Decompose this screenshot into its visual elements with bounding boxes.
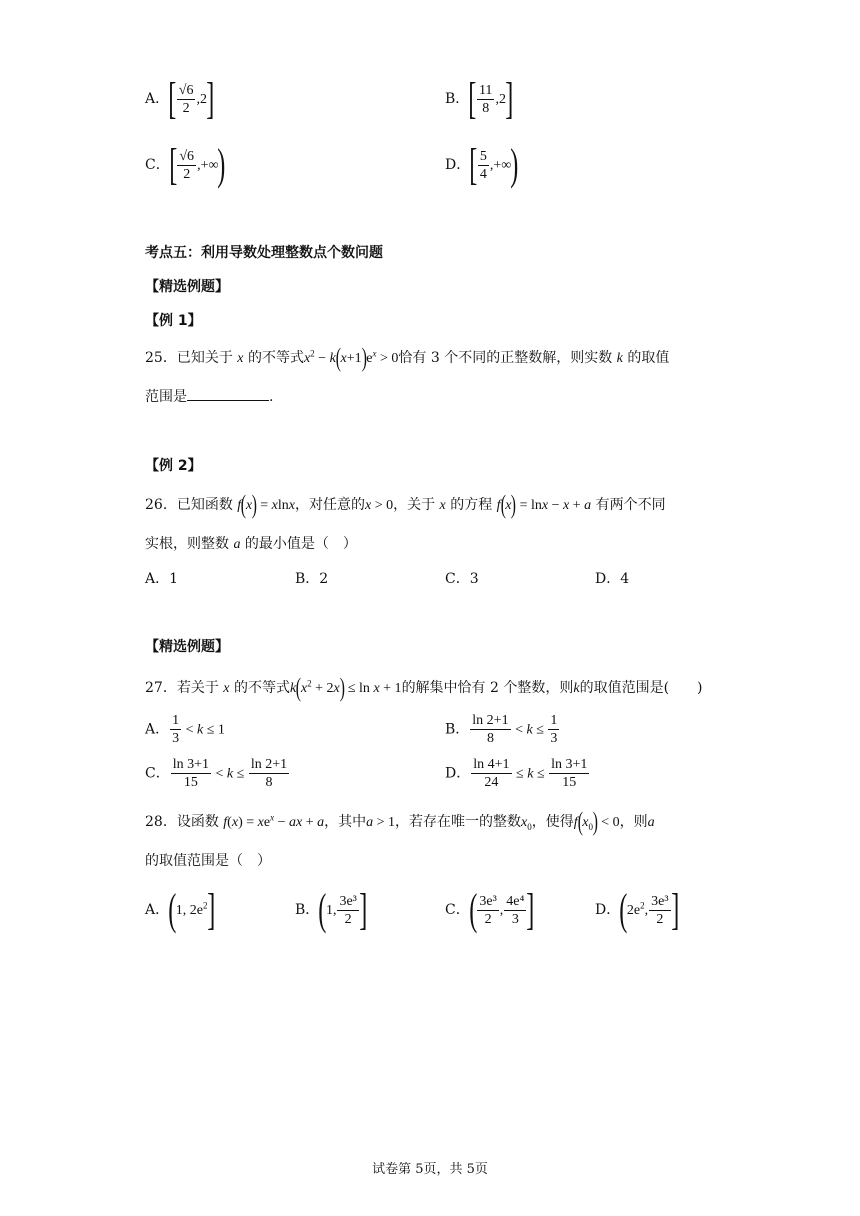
fraction: $\frac{√6}{2}$ <box>179 148 195 182</box>
q26-line-1: 26．已知函数 f(x) = xlnx，对任意的x > 0，关于 x 的方程 f(x) = lnx − x + a 有两个不同 <box>145 490 666 519</box>
fraction: $\frac{√6}{2}$ <box>178 82 194 116</box>
q24-option-c: C．[ $\frac{√6}{2}$ ,+∞) <box>145 140 226 189</box>
q27-option-a: A． $\frac{1}{3}$ < k ≤ 1 <box>145 713 225 746</box>
q28-option-b: B．(1, $\frac{\text{3e³}}{2}$ ] <box>295 885 368 934</box>
q26-option-b: B．2 <box>295 571 329 587</box>
q26-option-a: A．1 <box>145 571 179 587</box>
q24-option-b: B．[ $\frac{11}{8}$ ,2] <box>445 74 514 123</box>
q28-line-1: 28．设函数 $f(x) = xe^x$ − ax + a，其中a > 1，若存在唯一的整数$x_0$，使得$f(x_0) < 0$，则a <box>145 807 655 836</box>
q24-option-a: A．[ $\frac{√6}{2}$ ,2] <box>145 74 215 123</box>
q28-option-a: A．(1, $2e^2$] <box>145 885 215 934</box>
fraction: $\frac{11}{8}$ <box>478 82 493 116</box>
example-2-label: 【例 2】 <box>145 458 202 474</box>
q27-option-b: B． $\frac{\ln 2+1}{8}$ < k ≤ $\frac{1}{3}$ <box>445 713 558 746</box>
q25-line-1: 25．已知关于 x 的不等式$x^2 - k(x+1)e^x > 0$恰有 3 个不同的正整数解，则实数 k 的取值 <box>145 343 670 372</box>
q25-line-2: 范围是 . <box>145 389 274 405</box>
fraction: $\frac{5}{4}$ <box>479 148 487 182</box>
example-1-label: 【例 1】 <box>145 313 202 329</box>
example-header: 【精选例题】 <box>145 279 229 295</box>
q28-line-2: 的取值范围是（ ） <box>145 853 271 869</box>
q24-option-d: D．[ $\frac{5}{4}$ ,+∞) <box>445 140 519 189</box>
answer-blank <box>187 388 269 401</box>
q28-option-d: D．($2e^2$, $\frac{\text{3e³}}{2}$ ] <box>595 885 679 934</box>
q26-option-d: D．4 <box>595 571 630 587</box>
q26-line-2: 实根，则整数 a 的最小值是（ ） <box>145 536 357 552</box>
section-title: 考点五：利用导数处理整数点个数问题 <box>145 245 383 261</box>
q26-option-c: C．3 <box>445 571 479 587</box>
q28-option-c: C．( $\frac{\text{3e³}}{2}$ , $\frac{\text{4e⁴}}{3}$ ] <box>445 885 535 934</box>
q27-option-c: C． $\frac{\ln 3+1}{15}$ < k ≤ $\frac{\ln 2+1}{8}$ <box>145 757 288 790</box>
page-footer: 试卷第 5页，共 5页 <box>372 1162 488 1177</box>
q27-stem: 27．若关于 x 的不等式$k(x^2 + 2x) \le \ln x + 1$的解集中恰有 2 个整数，则k的取值范围是( ) <box>145 673 703 702</box>
q27-option-d: D． $\frac{\ln 4+1}{24}$ ≤ k ≤ $\frac{\ln 3+1}{15}$ <box>445 757 588 790</box>
practice-header: 【精选例题】 <box>145 639 229 655</box>
